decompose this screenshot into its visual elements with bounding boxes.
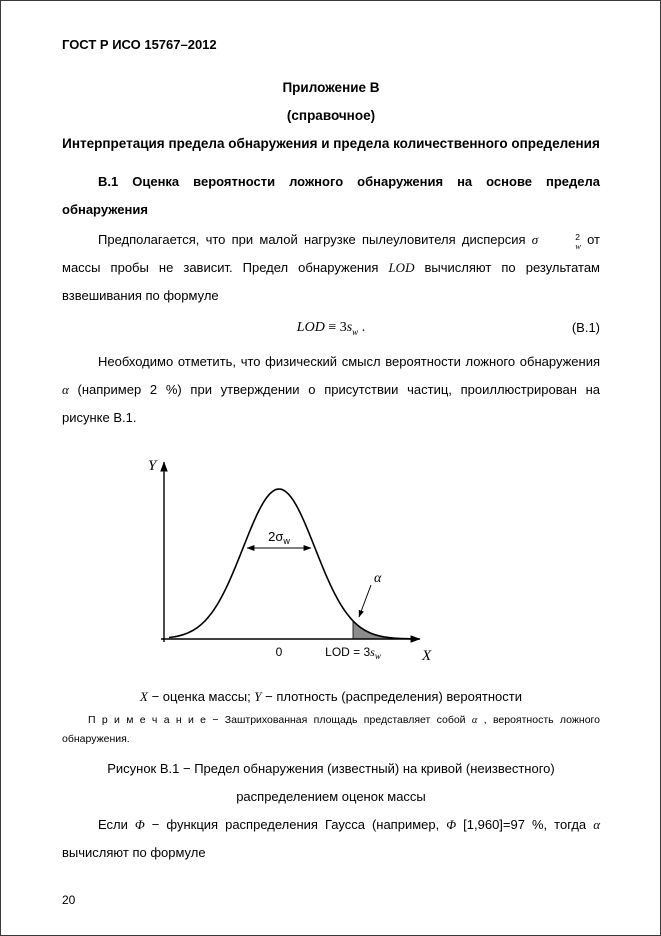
alpha-shaded-area (353, 621, 398, 639)
section-b1-heading: В.1 Оценка вероятности ложного обнаружения на основе предела обнаружения (62, 174, 600, 217)
paragraph-1 (62, 226, 600, 310)
sigma-subscript: w (575, 241, 581, 251)
appendix-title: Приложение В (282, 80, 380, 95)
gaussian-curve (169, 489, 413, 639)
formula-s-symbol: s (346, 320, 353, 335)
x-axis-label: X (422, 647, 432, 664)
paragraph-2-text-a: Необходимо отметить, что физический смысл вероятности ложного обнаружения (98, 353, 600, 369)
sigma-width-label-sub: w (283, 535, 290, 546)
paragraph-1-text-b: от массы пробы не зависит. Предел обнаружения (62, 232, 600, 275)
y-axis-label: Y (148, 457, 157, 474)
sigma-superscript: 2 (575, 232, 580, 242)
lod-symbol: LOD (388, 260, 415, 275)
alpha-label: α (374, 570, 382, 586)
figure-note (62, 711, 600, 749)
figure-caption: Рисунок В.1 − Предел обнаружения (известный) на кривой (неизвестного) распределением оценок массы (107, 760, 555, 804)
formula-number: (В.1) (571, 320, 600, 335)
figure-legend (62, 687, 600, 707)
sigma-width-label-main: 2σ (268, 528, 284, 544)
alpha-symbol-para3: α (593, 816, 601, 832)
lod-tick-label (325, 645, 381, 661)
appendix-subtitle: (справочное) (286, 108, 376, 123)
formula-s-subscript: w (352, 326, 359, 337)
note-alpha-symbol: α (471, 714, 478, 726)
paragraph-3-text-b: − функция распределения Гаусса (например, (144, 816, 447, 832)
lod-tick-label-main: LOD = 3 (325, 644, 371, 659)
document-header: ГОСТ Р ИСО 15767–2012 (62, 37, 217, 52)
paragraph-3-text-a: Если (98, 816, 135, 832)
lod-tick-label-sub: w (374, 650, 381, 661)
note-label: П р и м е ч а н и е (88, 713, 207, 726)
alpha-pointer-arrow (359, 585, 371, 617)
formula-dot: . (358, 320, 366, 335)
figure-b1 (134, 444, 600, 679)
legend-y-text: − плотность (распределения) вероятности (261, 688, 522, 704)
legend-y-symbol: Y (254, 688, 262, 704)
paragraph-2-text-b: (например 2 %) при утверждении о присутствии частиц, проиллюстрирован на рисунке В.1. (62, 381, 600, 425)
zero-tick-label: 0 (275, 644, 283, 659)
formula-lod-symbol: LOD (296, 320, 325, 335)
paragraph-2 (62, 348, 600, 432)
alpha-symbol-inline: α (62, 381, 69, 397)
paragraph-3-text-c: [1,960]=97 %, тогда (456, 816, 594, 832)
sigma-symbol: σ (531, 232, 539, 247)
lod-tick-label-s: s (370, 644, 375, 659)
paragraph-1-text-a: Предполагается, что при малой нагрузке пылеуловителя дисперсия (98, 232, 532, 247)
figure-b1-plot (134, 444, 454, 676)
formula-relation: ≡ 3 (324, 320, 347, 335)
legend-x-symbol: X (140, 688, 148, 704)
legend-x-text: − оценка массы; (147, 688, 255, 704)
phi-symbol-1: Φ (134, 816, 145, 832)
sigma-width-label (268, 529, 290, 546)
paragraph-3-text-d: вычисляют по формуле (62, 844, 206, 860)
note-text-b: , вероятность ложного обнаружения. (62, 713, 600, 745)
sigma-sup-sub (539, 233, 581, 251)
paragraph-3 (62, 811, 600, 867)
phi-symbol-2: Φ (446, 816, 457, 832)
page-number: 20 (62, 893, 76, 907)
appendix-heading: Интерпретация предела обнаружения и предела количественного определения (62, 136, 600, 151)
note-text-a: − Заштрихованная площадь представляет собой (206, 713, 472, 726)
paragraph-1-text-c: вычисляют по результатам взвешивания по формуле (62, 260, 600, 303)
formula-b1 (62, 314, 600, 346)
